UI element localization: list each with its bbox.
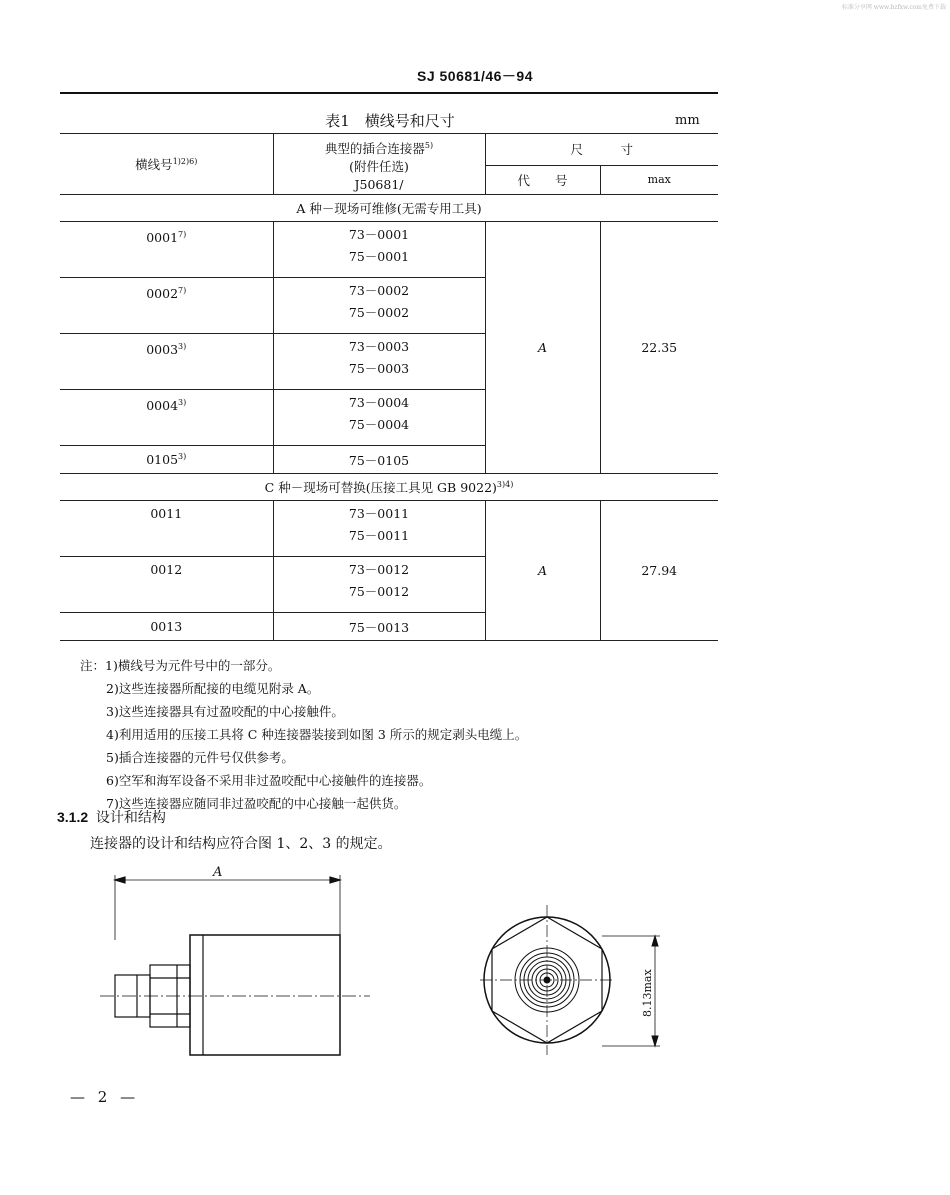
page-header-standard-id: SJ 50681/46－94 (417, 68, 533, 84)
symbol-cell-c: A (485, 501, 600, 641)
connector-cell: 73－0001 75－0001 (273, 222, 485, 278)
col-header-dimension: 尺 寸 (485, 134, 718, 166)
note-item: 5)插合连接器的元件号仅供参考。 (106, 750, 294, 765)
dash-cell: 0003$^{3)}$ (60, 334, 273, 390)
connector-cell: 73－0012 75－0012 (273, 557, 485, 613)
table-row (60, 222, 718, 278)
note-item: 7)这些连接器应随同非过盈咬配的中心接触一起供货。 (106, 796, 407, 811)
connector-cell: 73－0002 75－0002 (273, 278, 485, 334)
note-item: 2)这些连接器所配接的电缆见附录 A。 (106, 681, 320, 696)
header-rule (60, 92, 718, 94)
dash-cell: 0013 (60, 613, 273, 641)
dash-cell: 0004$^{3)}$ (60, 390, 273, 446)
note-item: 3)这些连接器具有过盈咬配的中心接触件。 (106, 704, 344, 719)
corner-watermark-text: 标准分享网 www.bzfxw.com免费下载 (841, 4, 946, 11)
dash-cell: 0001$^{7)}$ (60, 222, 273, 278)
note-item: 4)利用适用的压接工具将 C 种连接器装接到如图 3 所示的规定剥头电缆上。 (106, 727, 528, 742)
col-header-connector: 典型的插合连接器$^{5)}$ (附件任选) J50681/ (273, 134, 485, 195)
note-item: 注：1)横线号为元件号中的一部分。 (80, 658, 281, 673)
note-item: 6)空军和海军设备不采用非过盈咬配中心接触件的连接器。 (106, 773, 432, 788)
table-row (60, 501, 718, 557)
section-paragraph: 连接器的设计和结构应符合图 1、2、3 的规定。 (90, 836, 392, 852)
connector-cell: 73－0011 75－0011 (273, 501, 485, 557)
table-notes (80, 654, 527, 815)
section-title-a: A 种－现场可维修(无需专用工具) (60, 195, 718, 222)
dash-number-table (60, 133, 718, 641)
connector-end-view-drawing (480, 905, 680, 1055)
section-heading: 3.1.2 设计和结构 (57, 809, 166, 825)
page-number: — 2 — (70, 1088, 140, 1106)
dash-cell: 0012 (60, 557, 273, 613)
max-cell-c: 27.94 (600, 501, 718, 641)
symbol-cell-a: A (485, 222, 600, 474)
dimension-label-a: A (213, 865, 223, 880)
col-header-max: max (600, 165, 718, 195)
dash-cell: 0002$^{7)}$ (60, 278, 273, 334)
col-header-symbol: 代 号 (485, 165, 600, 195)
section-title-c: C 种－现场可替换(压接工具见 GB 9022)$^{3)4)}$ (60, 474, 718, 501)
dash-cell: 0011 (60, 501, 273, 557)
connector-cell: 75－0013 (273, 613, 485, 641)
table-unit: mm (675, 113, 700, 128)
col-header-dash-number: 横线号$^{1)2)6)}$ (60, 134, 273, 195)
connector-side-view-drawing (95, 860, 375, 1060)
connector-cell: 73－0003 75－0003 (273, 334, 485, 390)
connector-cell: 73－0004 75－0004 (273, 390, 485, 446)
dash-cell: 0105$^{3)}$ (60, 446, 273, 474)
table-caption: 表1 横线号和尺寸 (325, 112, 455, 130)
max-cell-a: 22.35 (600, 222, 718, 474)
connector-cell: 75－0105 (273, 446, 485, 474)
dimension-label-hex: 8.13max (641, 969, 654, 1017)
